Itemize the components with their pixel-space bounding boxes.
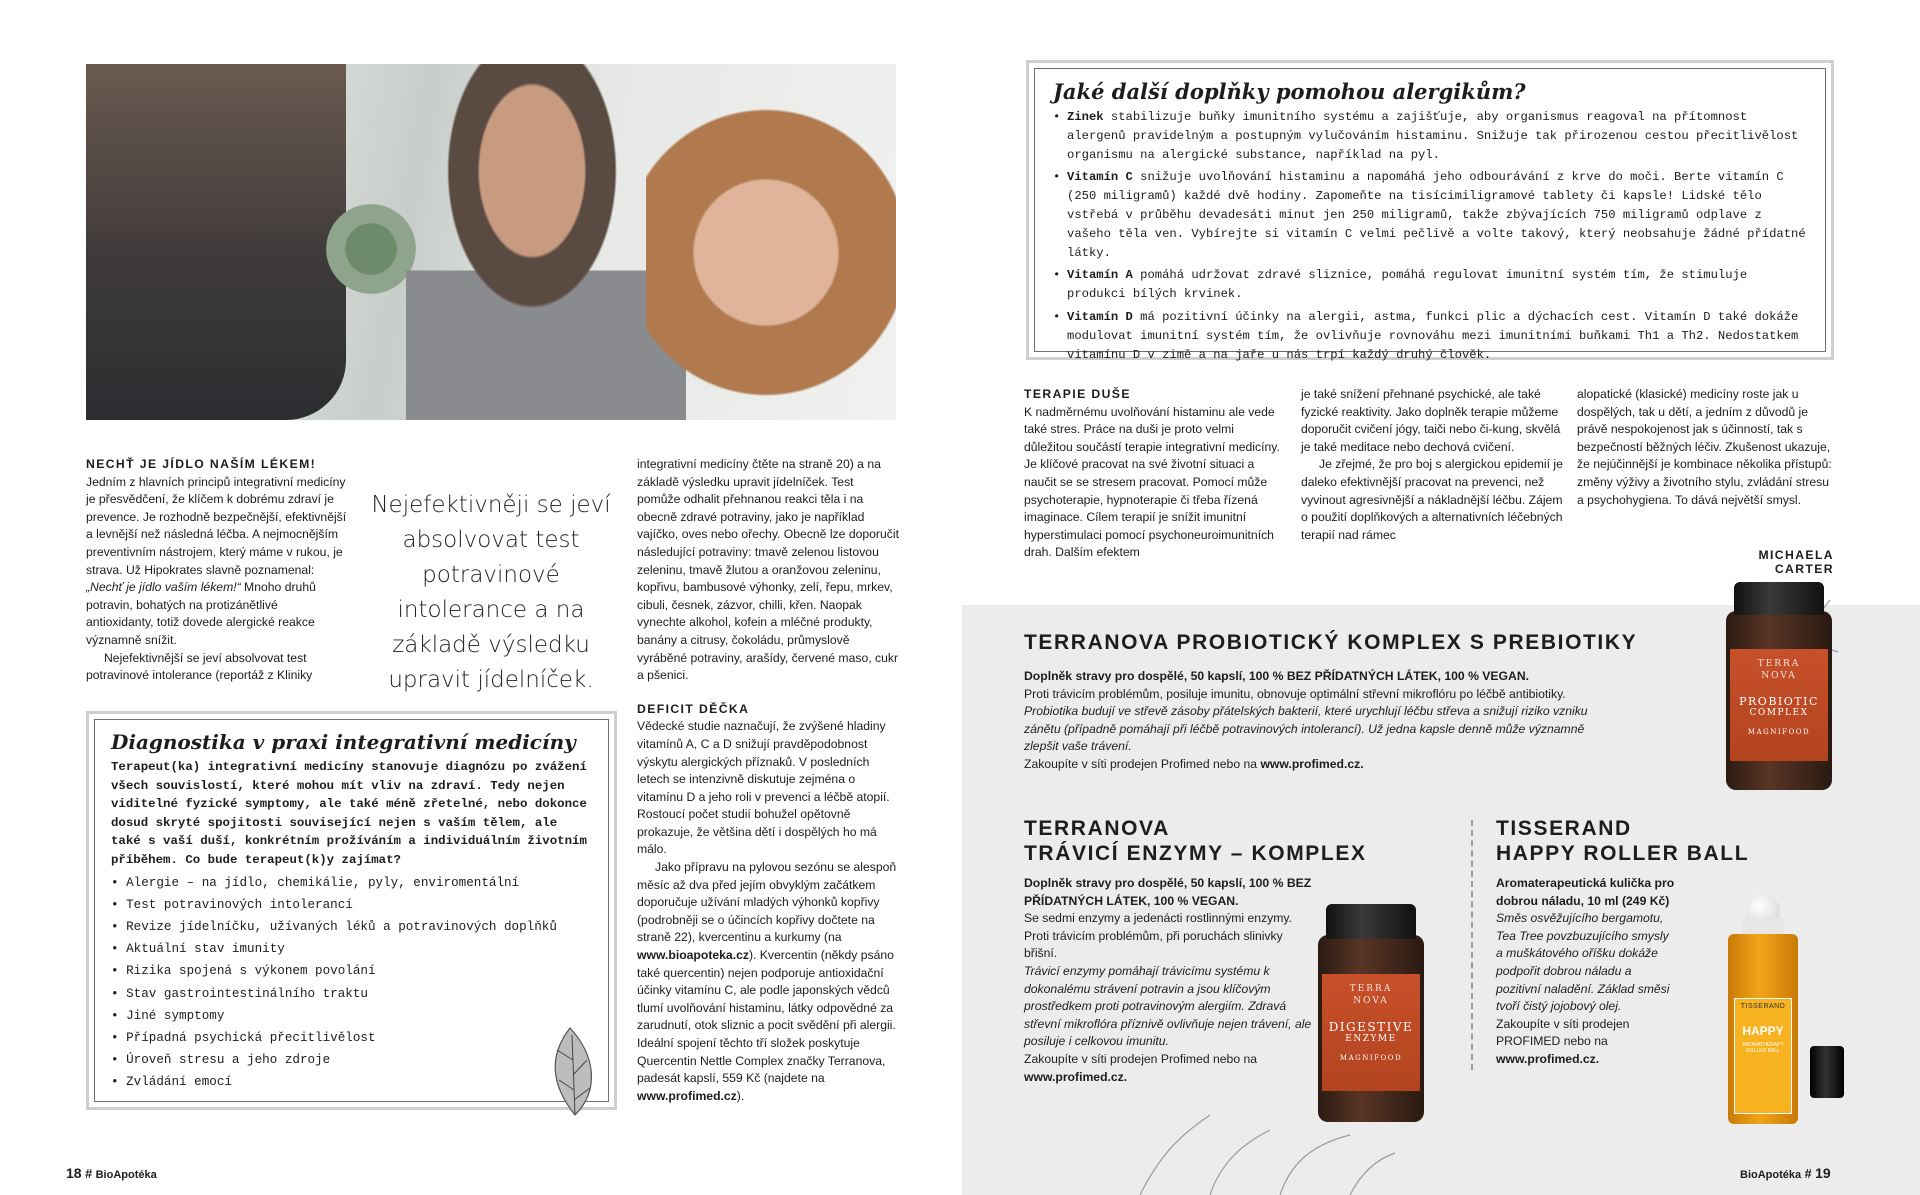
product-description: Doplněk stravy pro dospělé, 50 kapslí, 100 % BEZ PŘÍDATNÝCH LÁTEK, 100 % VEGAN. Proti trávicím problémům, posiluje imunitu, obnovuje optimální střevní mikroflóru po léčbě antibiotiky. Probiotika budují ve střevě zásoby přátelských bakterií, které urychlují léčbu střeva a snižují riziko vzniku zánětu (případně pomáhají při léčbě potravinových intolerancí). Už jedna kapsle denně může významně zlepšit vaše trávení. Zakoupíte v síti prodejen Profimed nebo na www.profimed.cz.: [1024, 669, 1588, 771]
paragraph: je také snížení přehnané psychické, ale také fyzické reaktivity. Jako doplněk terapie můžeme doporučit cvičení jógy, taiči nebo či-kung, skvělá je také meditace nebo dechová cvičení.: [1301, 387, 1561, 454]
product-title: TERRANOVA TRÁVICÍ ENZYMY – KOMPLEX: [1024, 817, 1367, 865]
therapy-column-3: [1577, 386, 1839, 509]
paragraph: Jako přípravu na pylovou sezónu se alespoň měsíc až dva před jejím obvyklým začátkem doporučuje užívání mladých výhonků kopřivy (podrobněji se o účincích kopřivy dočtete na straně 22), kvercentinu a kurkumy (na www.bioapoteka.cz). Kvercentin (někdy psáno také quercentin) nejen podporuje antioxidační účinky vitamínu C, ale podle japonských vědců tlumí uvolňování histaminu, látky odpovědné za zarudnutí, otok sliznic a pocit svědění při alergii. Ideální spojení těchto tří složek poskytuje Quercentin Nettle Complex značky Terranova, padesát kapslí, 559 Kč (najdete na www.profimed.cz).: [637, 860, 897, 1103]
digestive-enzyme-jar-image: TERRA NOVA DIGESTIVE ENZYME MAGNIFOOD: [1318, 904, 1424, 1122]
list-item: • Vitamín A pomáhá udržovat zdravé sliznice, pomáhá regulovat imunitní systém tím, že stimuluje produkci bílých krvinek.: [1053, 266, 1807, 304]
therapy-column-2: [1301, 386, 1563, 544]
list-item: • Zvládání emocí: [111, 1071, 592, 1093]
paragraph: Nejefektivnější se jeví absolvovat test potravinové intolerance (reportáž z Kliniky: [86, 650, 313, 683]
author-byline: MICHAELA CARTER: [1758, 548, 1834, 576]
list-item: • Případná psychická přecitlivělost: [111, 1027, 592, 1049]
pull-quote: Nejefektivněji se jeví absolvovat test potravinové intolerance a na základě výsledku upravit jídelníček.: [371, 492, 611, 693]
allergy-supplements-box: [1026, 60, 1834, 360]
paragraph: K nadměrnému uvolňování histaminu ale vede také stres. Práce na duši je proto velmi důležitou součástí terapie integrativní medicíny. Je klíčové pracovat na své životní situaci a naučit se se stresem pracovat. Pomocí může psychoterapie, hypnoterapie či třeba řízená imaginace. Cílem terapií je snížit imunitní hyperstimulaci pomocí psychoneuroimunitních drah. Dalším efektem: [1024, 404, 1280, 560]
therapy-column-1: [1024, 386, 1286, 562]
page-footer-right: BioApotéka # 19: [1740, 1165, 1831, 1181]
supplements-list: [1053, 108, 1807, 364]
product-description: Aromaterapeutická kulička pro dobrou náladu, 10 ml (249 Kč) Směs osvěžujícího bergamotu, Tea Tree povzbuzujícího smysly a muškátového oříšku dokáže podpořit dobrou náladu a pozitivní naladění. Základ směsi tvoří čistý jojobový olej. Zakoupíte v síti prodejen PROFIMED nebo na www.profimed.cz.: [1496, 876, 1675, 1066]
left-column-3: [637, 456, 899, 1105]
probiotic-jar-image: TERRA NOVA PROBIOTIC COMPLEX MAGNIFOOD: [1726, 582, 1832, 790]
left-column-1: [86, 456, 348, 685]
list-item: • Alergie – na jídlo, chemikálie, pyly, enviromentální: [111, 872, 592, 894]
list-item: • Úroveň stresu a jeho zdroje: [111, 1049, 592, 1071]
box-title: Diagnostika v praxi integrativní medicíny: [111, 730, 576, 754]
list-item: • Zinek stabilizuje buňky imunitního systému a zajišťuje, aby organismus reagoval na přítomnost alergenů pravidelným a postupným vylučováním histaminu. Snižuje tak přirozenou cestou přecitlivělost organismu na alergické substance, například na pyl.: [1053, 108, 1807, 164]
product-title: TISSERAND HAPPY ROLLER BALL: [1496, 817, 1750, 865]
hero-photo: [86, 64, 896, 420]
list-item: • Test potravinových intolerancí: [111, 894, 592, 916]
paragraph: Vědecké studie naznačují, že zvýšené hladiny vitamínů A, C a D snižují pravděpodobnost výskytu alergických příznaků. V posledních letech se intenzivně diskutuje zejména o vitamínu D a jeho roli v prevenci a léčbě atopií. Rostoucí počet studií bohužel opětovně prokazuje, že většina dětí i dospělých ho má málo.: [637, 719, 890, 857]
page-footer-left: 18 # BioApotéka: [66, 1165, 157, 1181]
magazine-brand: BioApotéka: [1740, 1169, 1802, 1181]
column-divider: [1471, 820, 1473, 1070]
page-number: 19: [1815, 1165, 1831, 1181]
page-number: 18: [66, 1165, 82, 1181]
paragraph: Jedním z hlavních principů integrativní medicíny je přesvědčení, že klíčem k dobrému zdraví je prevence. Je rozhodně bezpečnější, efektivnější a levnější než následná léčba. A nejmocnějším preventivním nástrojem, který máme v rukou, je strava. Už Hipokrates slavně poznamenal: „Nechť je jídlo vaším lékem!“ Mnoho druhů potravin, bohatých na protizánětlivé antioxidanty, totiž dovede alergické reakce významně snížit.: [86, 474, 347, 647]
product-description: Doplněk stravy pro dospělé, 50 kapslí, 100 % BEZ PŘÍDATNÝCH LÁTEK, 100 % VEGAN. Se sedmi enzymy a jedenácti rostlinnými enzymy. Proti trávicím problémům, při poruchách slinivky břišní. Trávicí enzymy pomáhají trávicímu systému k dokonalému strávení potravin a jsou klíčovým prostředkem proti potravinovým alergiím. Zdravá střevní mikroflóra příznivě ovlivňuje nejen trávení, ale posiluje i celkovou imunitu. Zakoupíte v síti prodejen Profimed nebo na www.profimed.cz.: [1024, 876, 1312, 1084]
paragraph: integrativní medicíny čtěte na straně 20) a na základě výsledku upravit jídelníček. Test pomůže odhalit přehnanou reakci těla i na obecně zdravé potraviny, jako je například vajíčko, oves nebo ořechy. Obecně lze doporučit následující potraviny: tmavě zelenou listovou zeleninu, tmavě žlutou a oranžovou zeleninu, kopřivu, bambusové výhonky, zelí, řepu, mrkev, cibuli, česnek, zázvor, chilli, křen. Naopak vynechte alkohol, kofein a mléčné produkty, banány a citrusy, čokoládu, průmyslově vyráběné potraviny, arašídy, červené maso, cukr a pšenici.: [637, 457, 899, 683]
paragraph: Je zřejmé, že pro boj s alergickou epidemií je daleko efektivnější pracovat na prevenci, než vyvinout agresivnější a nákladnější léčbu. Zájem o použití doplňkových a alternativních léčebných terapií nad rámec: [1301, 457, 1563, 542]
diagnostics-list: [111, 872, 592, 1094]
section-heading: NECHŤ JE JÍDLO NAŠÍM LÉKEM!: [86, 457, 317, 471]
list-item: • Aktuální stav imunity: [111, 938, 592, 960]
list-item: • Revize jídelníčku, užívaných léků a potravinových doplňků: [111, 916, 592, 938]
list-item: • Rizika spojená s výkonem povolání: [111, 960, 592, 982]
list-item: • Vitamín D má pozitivní účinky na alergii, astma, funkci plic a dýchacích cest. Vitamín D také dokáže modulovat imunitní systém tím, že ovlivňuje rovnováhu mezi imunitními buňkami Th1 a Th2. Nedostatkem vitamínu D v zimě a na jaře u nás trpí každý druhý člověk.: [1053, 308, 1807, 364]
product-title: TERRANOVA PROBIOTICKÝ KOMPLEX S PREBIOTIKY: [1024, 631, 1638, 654]
list-item: • Stav gastrointestinálního traktu: [111, 983, 592, 1005]
list-item: • Vitamín C snižuje uvolňování histaminu a napomáhá jeho odbourávání z krve do moči. Berte vitamín C (250 miligramů) každé dvě hodiny. Zapomeňte na tisícimiligramové tablety či kapsle! Lidské tělo vstřebá v průběhu devadesáti minut jen 250 miligramů, takže zbývajících 750 miligramů odplave z vašeho těla ven. Vybírejte si vitamín C velmi pečlivě a volte takový, který neobsahuje žádné přídatné látky.: [1053, 168, 1807, 262]
diagnostics-box: [86, 711, 617, 1110]
box-intro: Terapeut(ka) integrativní medicíny stanovuje diagnózu po zvážení všech souvislostí, které mohou mít vliv na zdraví. Tedy nejen viditelné fyzické symptomy, ale také méně zřetelné, nebo dokonce dosud skryté spojitosti související nejen s vaším tělem, ale také s vaší duší, konkrétním prožíváním a individuálním životním příběhem. Co bude terapeut(k)y zajímat?: [111, 760, 587, 867]
leaf-illustration: [535, 1020, 615, 1120]
box-title: Jaké další doplňky pomohou alergikům?: [1053, 79, 1526, 104]
magazine-brand: BioApotéka: [95, 1169, 157, 1181]
paragraph: alopatické (klasické) medicíny roste jak u dospělých, tak u dětí, a jedním z důvodů je právě nespokojenost jak s účinností, tak s bezpečností běžných léčiv. Zkušenost ukazuje, že nejúčinnější je kombinace několika přístupů: změny výživy a životního stylu, zvládání stresu a psychohygiena. To dává největší smysl.: [1577, 387, 1832, 507]
list-item: • Jiné symptomy: [111, 1005, 592, 1027]
roller-cap-image: [1810, 1046, 1844, 1098]
section-heading: DEFICIT DĚČKA: [637, 701, 750, 716]
roller-ball-image: TISSERAND HAPPY AROMATHERAPY ROLLER BALL: [1728, 894, 1798, 1124]
section-heading: TERAPIE DUŠE: [1024, 387, 1131, 401]
